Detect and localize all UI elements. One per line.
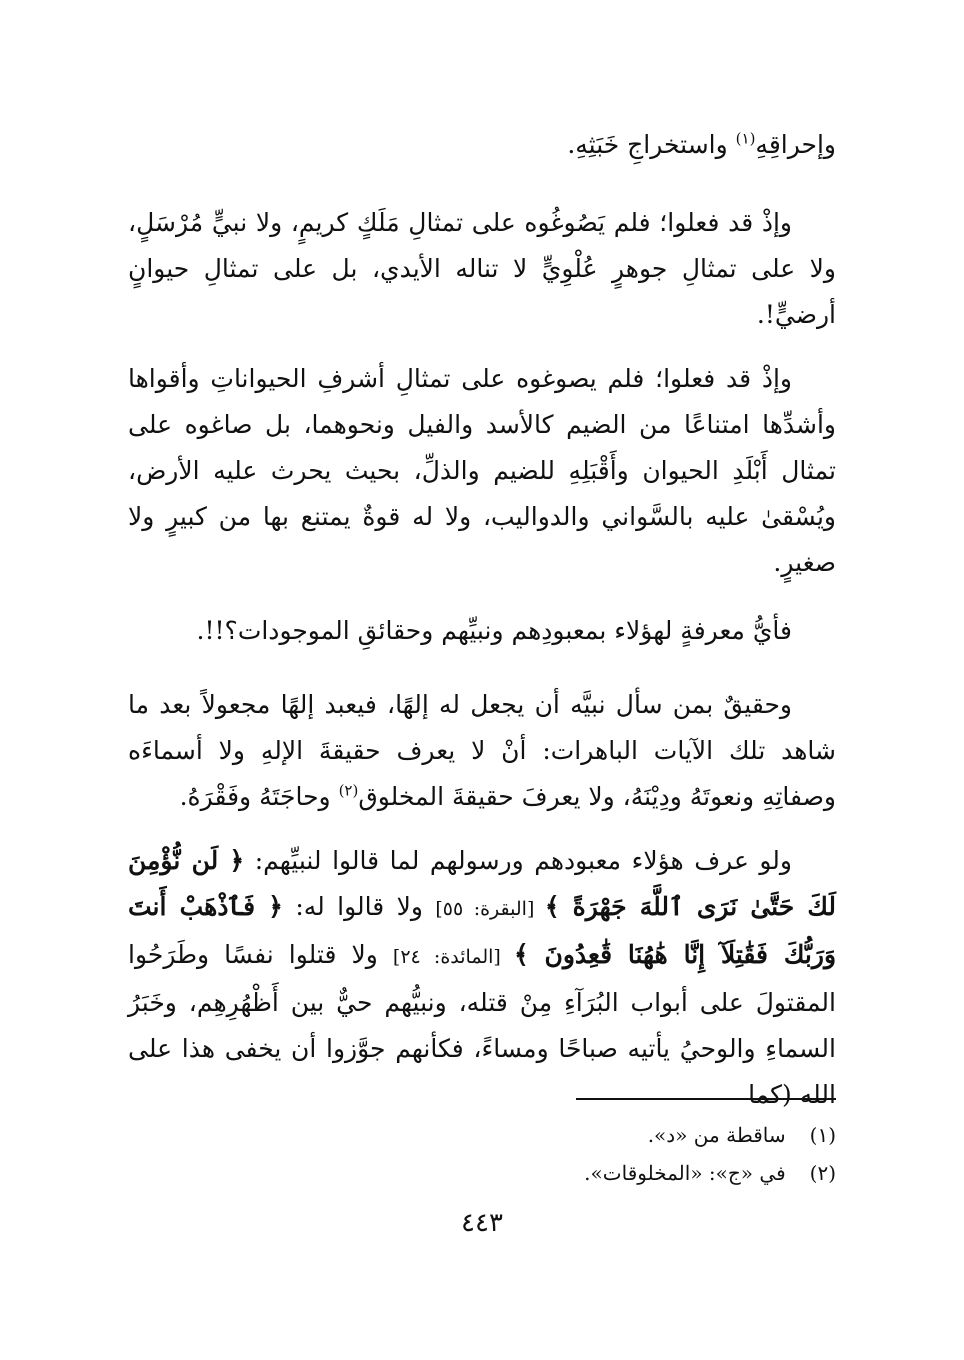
quran-quote-2: ﴿ فَٱذْهَبْ أَنتَ وَرَبُّكَ فَقَٰتِلَآ إِنَّا هَٰهُنَا قَٰعِدُونَ ﴾ xyxy=(128,892,837,969)
paragraph-6 xyxy=(128,838,836,1118)
footnote-marker-2[interactable]: (٢) xyxy=(338,781,359,800)
footnote-divider xyxy=(576,1098,836,1100)
footnote-1-text: ساقطة من «د». xyxy=(647,1123,786,1147)
footnote-marker-1[interactable]: (١) xyxy=(735,129,756,148)
quran-reference-1: [البقرة: ٥٥] xyxy=(435,898,545,920)
paragraph-5-text-b: وحاجَتَهُ وفَقْرَهُ. xyxy=(179,782,339,811)
quran-quote-1: ﴿ لَن نُّؤْمِنَ لَكَ حَتَّىٰ نَرَى ٱللَّهَ جَهْرَةً ﴾ xyxy=(128,846,836,921)
paragraph-1-text-a: وإحراقِهِ xyxy=(755,130,836,159)
quran-reference-2: [المائدة: ٢٤] xyxy=(392,946,514,968)
paragraph-6-text-3: ولا قتلوا نفسًا وطَرَحُوا المقتولَ على أبواب البُرَآءِ مِنْ قتله، ونبيُّهم حيٌّ بين أَظْهُرِهِم، وخَبَرُ السماءِ والوحيُ يأتيه صباحًا ومساءً، فكأنهم جوَّزوا أن يخفى هذا على الله (كما xyxy=(128,940,836,1109)
footnote-2-number: (٢) xyxy=(809,1161,836,1185)
paragraph-6-text-2: ولا قالوا له: xyxy=(282,892,436,921)
paragraph-4: فأيُّ معرفةٍ لهؤلاء بمعبودِهم ونبيِّهم وحقائقِ الموجودات؟!!. xyxy=(196,616,792,645)
paragraph-1 xyxy=(128,122,836,168)
paragraph-6-text-1: ولو عرف هؤلاء معبودهم ورسولهم لما قالوا لنبيِّهم: xyxy=(244,846,792,875)
footnote-2-text: في «ج»: «المخلوقات». xyxy=(584,1161,786,1185)
page-number: ٤٤٣ xyxy=(461,1208,503,1238)
paragraph-5 xyxy=(128,682,836,820)
paragraph-5-text-a: وحقيقٌ بمن سأل نبيَّه أن يجعل له إلهًا، فيعبد إلهًا مجعولاً بعد ما شاهد تلك الآيات الباهرات: أنْ لا يعرف حقيقةَ الإلهِ ولا أسماءَه وصفاتِهِ ونعوتَهُ ودِيْنَهُ، ولا يعرفَ حقيقةَ المخلوق xyxy=(128,690,836,811)
footnote-1 xyxy=(128,1116,836,1154)
footnotes-section xyxy=(128,1116,836,1192)
footnote-2 xyxy=(128,1154,836,1192)
paragraph-3: وإذْ قد فعلوا؛ فلم يصوغوه على تمثالِ أشرفِ الحيواناتِ وأقواها وأشدِّها امتناعًا من الضيم كالأسد والفيل ونحوهما، بل صاغوه على تمثال أَبْلَدِ الحيوان وأَقْبَلِهِ للضيم والذلِّ، بحيث يحرث عليه الأرض، ويُسْقىٰ عليه بالسَّواني والدواليب، ولا له قوةٌ يمتنع بها من كبيرٍ ولا صغيرٍ. xyxy=(128,364,836,577)
paragraph-1-text-b: واستخراجِ خَبَثِهِ. xyxy=(567,130,736,159)
paragraph-2: وإذْ قد فعلوا؛ فلم يَصُوغُوه على تمثالِ مَلَكٍ كريمٍ، ولا نبيٍّ مُرْسَلٍ، ولا على تمثالِ جوهرٍ عُلْوِيٍّ لا تناله الأيدي، بل على تمثالِ حيوانٍ أرضيٍّ!. xyxy=(128,208,836,329)
footnote-1-number: (١) xyxy=(809,1123,836,1147)
